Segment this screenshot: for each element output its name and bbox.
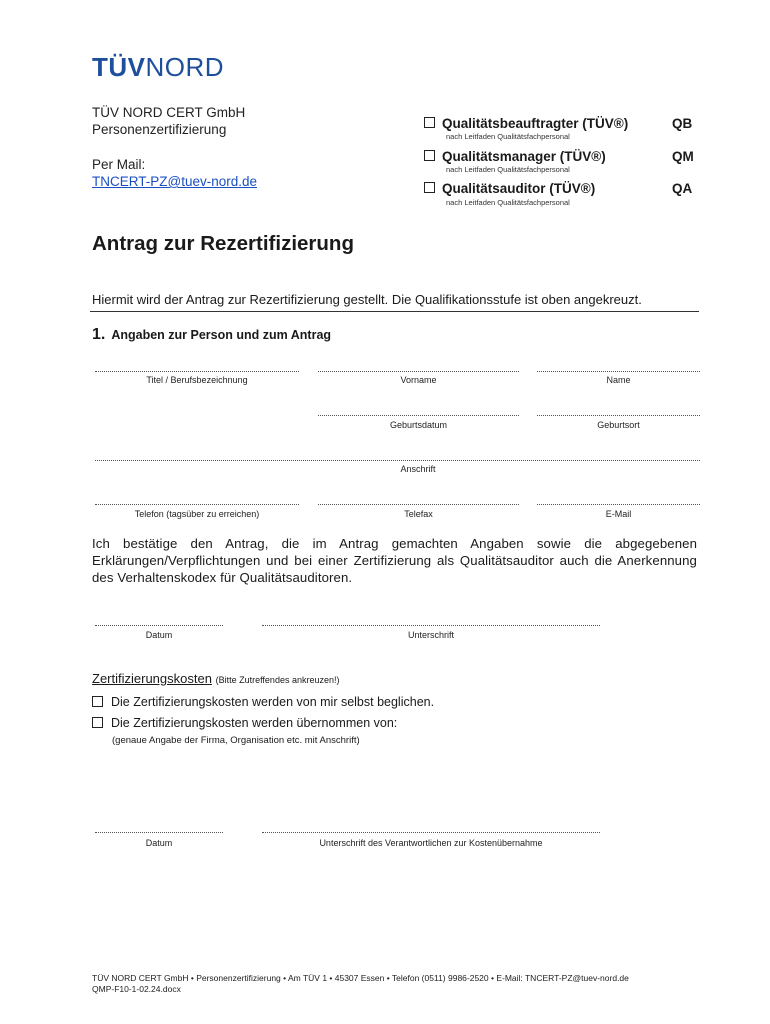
last-name-label: Name — [606, 375, 631, 385]
section-title: Angaben zur Person und zum Antrag — [111, 328, 332, 342]
qualification-qm-checkbox[interactable] — [424, 149, 606, 164]
option-label: Die Zertifizierungskosten werden von mir selbst beglichen. — [111, 695, 435, 709]
first-name-label: Vorname — [400, 375, 437, 385]
qualification-code: QM — [672, 149, 694, 164]
email-field[interactable] — [537, 504, 700, 505]
qualification-sub: nach Leitfaden Qualitätsfachpersonal — [446, 165, 570, 174]
intro-text: Hiermit wird der Antrag zur Rezertifizierung gestellt. Die Qualifikationsstufe ist oben angekreuzt. — [92, 292, 642, 307]
company-name: TÜV NORD CERT GmbH — [92, 105, 246, 120]
qualification-label: Qualitätsauditor (TÜV®) — [442, 181, 596, 196]
logo-brand-nord: NORD — [145, 52, 225, 82]
divider — [90, 311, 699, 312]
costs-hint: (Bitte Zutreffendes ankreuzen!) — [215, 675, 340, 685]
checkbox-icon[interactable] — [424, 150, 435, 161]
email-label: E-Mail — [605, 509, 632, 519]
title-job-label: Titel / Berufsbezeichnung — [146, 375, 248, 385]
qualification-code: QA — [672, 181, 693, 196]
cost-signature-label: Unterschrift des Verantwortlichen zur Kostenübernahme — [319, 838, 543, 848]
signature-label: Unterschrift — [407, 630, 454, 640]
birth-place-label: Geburtsort — [597, 420, 640, 430]
confirmation-text: Ich bestätige den Antrag, die im Antrag gemachten Angaben sowie die abgegebenen Erklärungen/Verpflichtungen und bei einer Zertifizierung als Qualitätsauditor auch die Anerkennung des Verhaltenskodex für Qualitätsauditoren. — [92, 536, 697, 585]
qualification-label: Qualitätsmanager (TÜV®) — [442, 149, 606, 164]
section-heading — [92, 326, 331, 344]
checkbox-icon[interactable] — [92, 717, 103, 728]
first-name-field[interactable] — [318, 371, 519, 372]
qualification-code: QB — [672, 116, 693, 131]
costs-option-note: (genaue Angabe der Firma, Organisation etc. mit Anschrift) — [112, 735, 360, 746]
option-label: Die Zertifizierungskosten werden übernommen von: — [111, 716, 398, 730]
checkbox-icon[interactable] — [424, 182, 435, 193]
date-field-2[interactable] — [95, 832, 223, 833]
costs-title: Zertifizierungskosten — [92, 671, 212, 686]
qualification-sub: nach Leitfaden Qualitätsfachpersonal — [446, 132, 570, 141]
tuev-nord-logo — [92, 52, 224, 83]
date-field[interactable] — [95, 625, 223, 626]
checkbox-icon[interactable] — [424, 117, 435, 128]
department-name: Personenzertifizierung — [92, 122, 227, 137]
qualification-qa-checkbox[interactable] — [424, 181, 595, 196]
logo-brand-tuev: TÜV — [92, 52, 146, 82]
footer-line-1: TÜV NORD CERT GmbH • Personenzertifizierung • Am TÜV 1 • 45307 Essen • Telefon (0511) 9986-2520 • E-Mail: TNCERT-PZ@tuev-nord.de — [92, 973, 629, 983]
footer-doc-id: QMP-F10-1-02.24.docx — [92, 984, 181, 994]
phone-label: Telefon (tagsüber zu erreichen) — [134, 509, 260, 519]
last-name-field[interactable] — [537, 371, 700, 372]
date-label-2: Datum — [145, 838, 173, 848]
birth-date-field[interactable] — [318, 415, 519, 416]
address-block — [92, 104, 257, 190]
qualification-sub: nach Leitfaden Qualitätsfachpersonal — [446, 198, 570, 207]
cost-signature-field[interactable] — [262, 832, 600, 833]
title-job-field[interactable] — [95, 371, 299, 372]
address-field[interactable] — [95, 460, 700, 461]
signature-field[interactable] — [262, 625, 600, 626]
qualification-label: Qualitätsbeauftragter (TÜV®) — [442, 116, 629, 131]
costs-option-other[interactable] — [92, 716, 397, 730]
phone-field[interactable] — [95, 504, 299, 505]
birth-date-label: Geburtsdatum — [389, 420, 448, 430]
date-label: Datum — [145, 630, 173, 640]
qualification-qb-checkbox[interactable] — [424, 116, 628, 131]
mail-label: Per Mail: — [92, 157, 146, 172]
page-title: Antrag zur Rezertifizierung — [92, 232, 354, 255]
fax-field[interactable] — [318, 504, 519, 505]
costs-option-self[interactable] — [92, 695, 434, 709]
checkbox-icon[interactable] — [92, 696, 103, 707]
page-footer — [92, 973, 629, 995]
fax-label: Telefax — [404, 509, 433, 519]
address-label: Anschrift — [400, 464, 436, 474]
costs-heading — [92, 671, 339, 686]
birth-place-field[interactable] — [537, 415, 700, 416]
mail-address-link[interactable]: TNCERT-PZ@tuev-nord.de — [92, 174, 258, 189]
section-number: 1. — [92, 326, 106, 343]
